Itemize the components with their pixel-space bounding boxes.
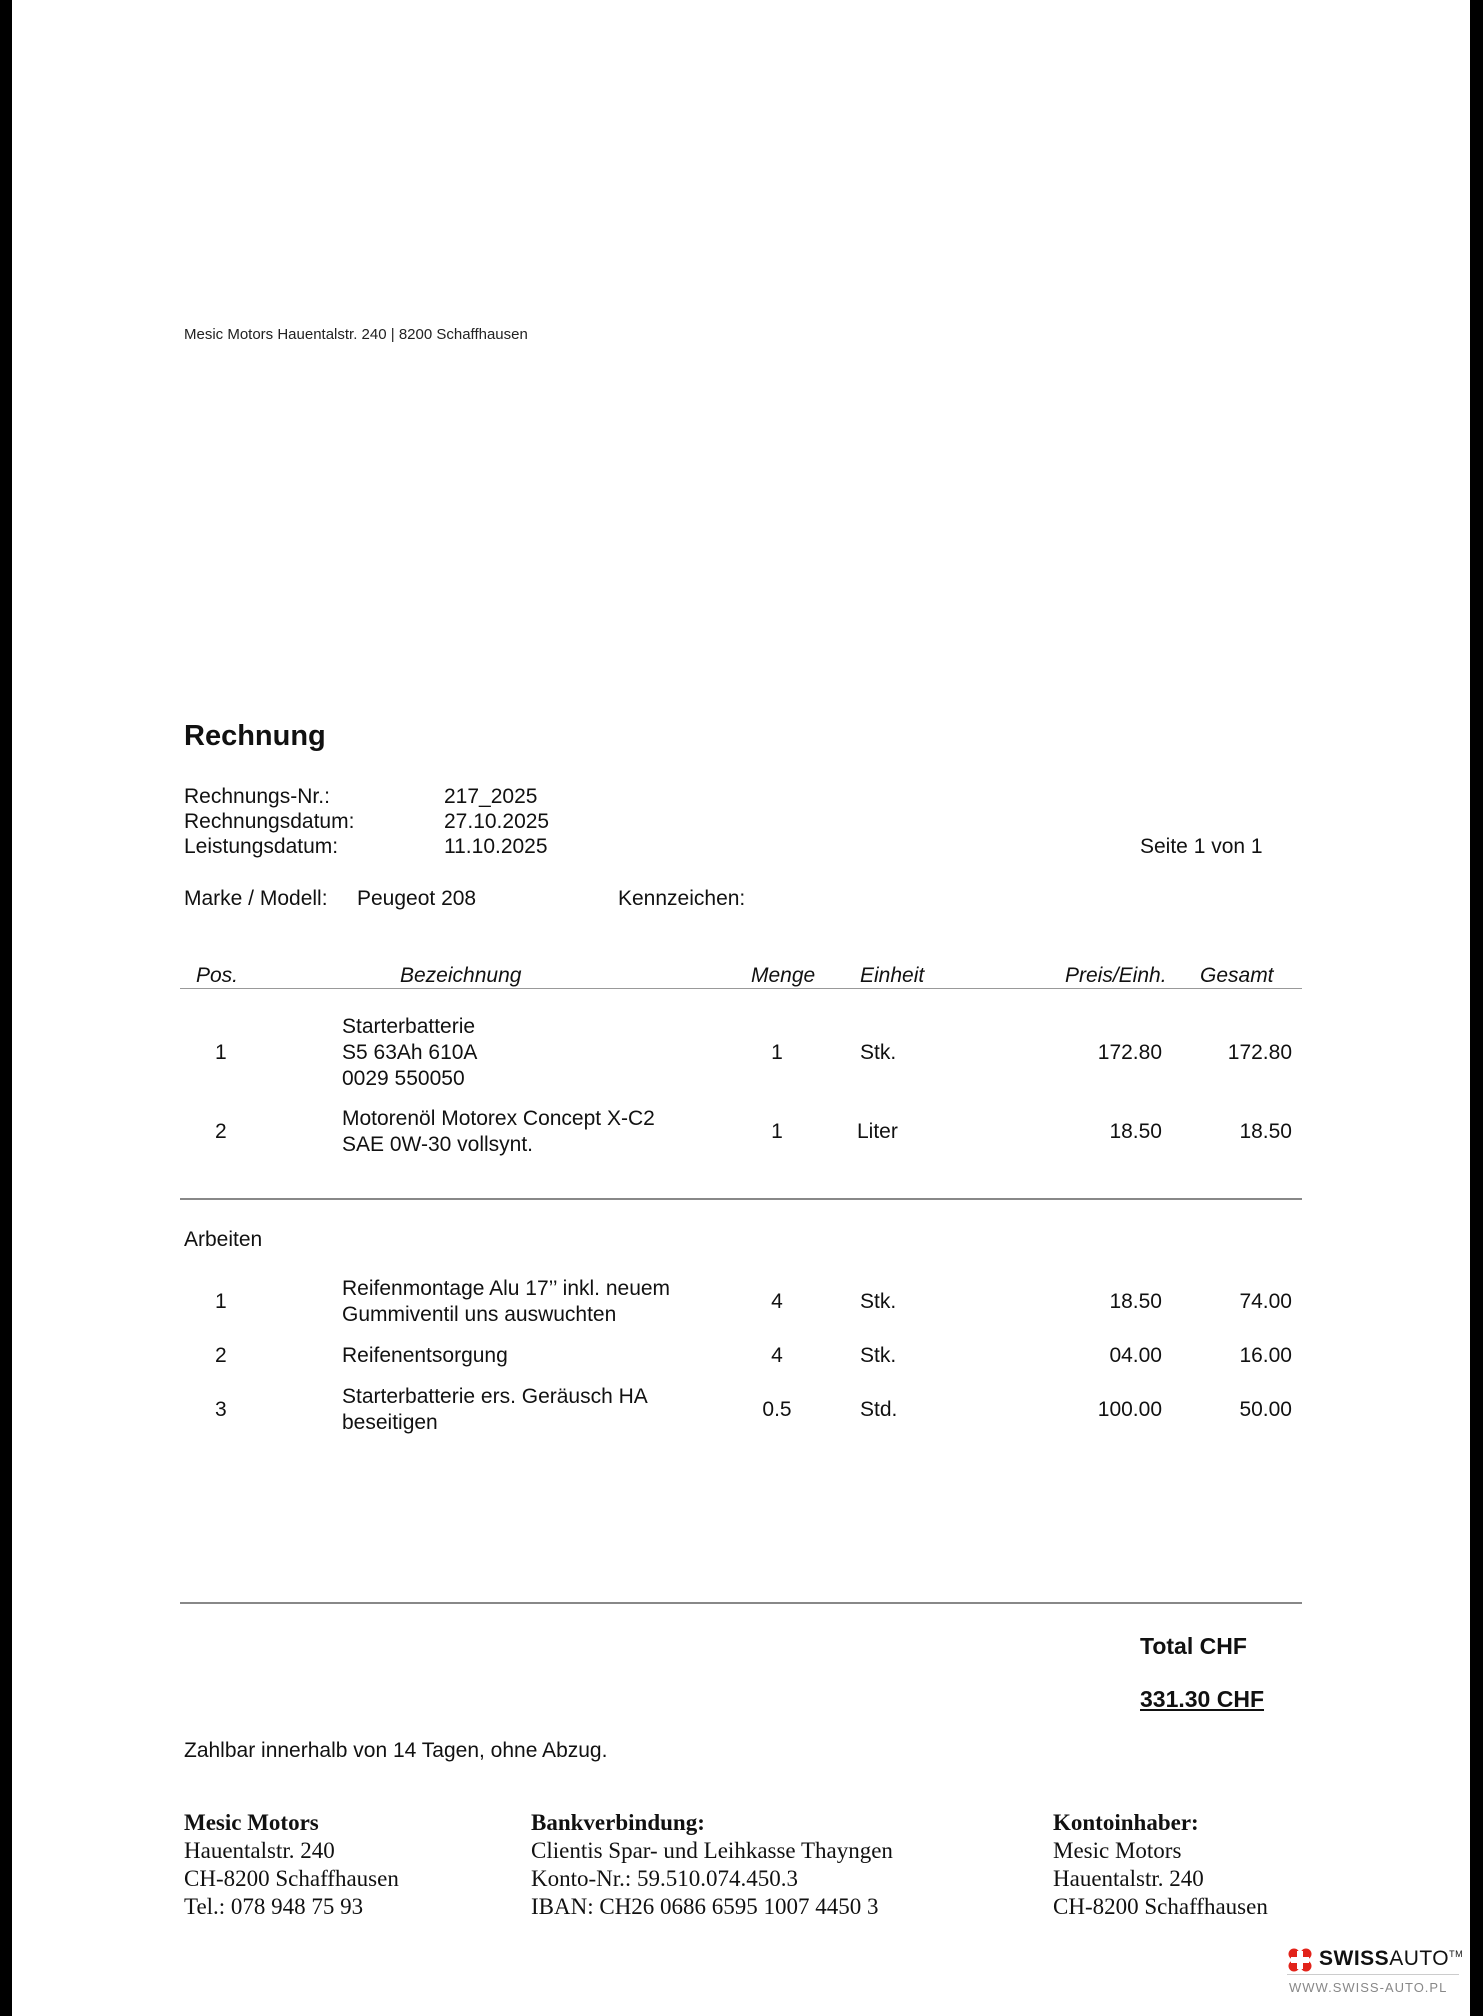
bank-account: Konto-Nr.: 59.510.074.450.3: [531, 1866, 799, 1891]
swissauto-logo-icon: [1287, 1947, 1313, 1973]
row-einheit: Stk.: [860, 1344, 897, 1367]
row-einheit: Liter: [857, 1120, 898, 1143]
company-street: Hauentalstr. 240: [184, 1838, 335, 1863]
row-gesamt: 16.00: [1239, 1344, 1292, 1367]
swissauto-wordmark: SWISSAUTO™: [1319, 1947, 1464, 1970]
row-einheit: Stk.: [860, 1041, 897, 1064]
row-desc-line: Reifenentsorgung: [342, 1344, 508, 1367]
row-pos: 2: [215, 1344, 227, 1367]
row-einheit: Std.: [860, 1398, 898, 1421]
service-date-value: 11.10.2025: [444, 835, 548, 858]
holder-street: Hauentalstr. 240: [1053, 1866, 1204, 1891]
footer-holder: [1053, 1809, 1268, 1921]
header-gesamt: Gesamt: [1200, 964, 1274, 987]
invoice-number-label: Rechnungs-Nr.:: [184, 785, 330, 808]
invoice-page: [12, 0, 1470, 2016]
footer-company: [184, 1809, 399, 1921]
vehicle-label: Marke / Modell:: [184, 887, 328, 910]
row-gesamt: 18.50: [1239, 1120, 1292, 1143]
holder-city: CH-8200 Schaffhausen: [1053, 1894, 1268, 1919]
page-title: Rechnung: [184, 720, 326, 752]
row-desc-line: beseitigen: [342, 1411, 438, 1434]
header-einheit: Einheit: [860, 964, 925, 987]
row-pos: 1: [215, 1290, 227, 1313]
row-menge: 1: [771, 1041, 783, 1064]
total-label: Total CHF: [1140, 1633, 1247, 1659]
vehicle-value: Peugeot 208: [357, 887, 477, 910]
swissauto-watermark: [1275, 1944, 1465, 2004]
payment-terms: Zahlbar innerhalb von 14 Tagen, ohne Abzug.: [184, 1739, 608, 1762]
row-desc-line: Motorenöl Motorex Concept X-C2: [342, 1107, 655, 1130]
row-pos: 1: [215, 1041, 227, 1064]
header-preis: Preis/Einh.: [1065, 964, 1167, 987]
row-preis: 100.00: [1097, 1398, 1162, 1421]
company-name: Mesic Motors: [184, 1810, 319, 1835]
swissauto-url: WWW.SWISS-AUTO.PL: [1289, 1980, 1448, 1995]
license-plate-label: Kennzeichen:: [618, 887, 746, 910]
watermark-divider: [1287, 1974, 1459, 1975]
header-pos: Pos.: [196, 964, 239, 987]
row-preis: 18.50: [1109, 1120, 1162, 1143]
bank-iban: IBAN: CH26 0686 6595 1007 4450 3: [531, 1894, 879, 1919]
row-desc-line: Starterbatterie: [342, 1015, 476, 1038]
row-pos: 3: [215, 1398, 227, 1421]
arbeiten-label: Arbeiten: [184, 1228, 263, 1251]
row-pos: 2: [215, 1120, 227, 1143]
company-city: CH-8200 Schaffhausen: [184, 1866, 399, 1891]
bank-title: Bankverbindung:: [531, 1810, 705, 1835]
company-phone: Tel.: 078 948 75 93: [184, 1894, 364, 1919]
row-menge: 0.5: [762, 1398, 792, 1421]
total-value: 331.30 CHF: [1140, 1686, 1265, 1712]
total-divider: [180, 1602, 1302, 1604]
row-desc-line: Gummiventil uns auswuchten: [342, 1303, 617, 1326]
row-desc-line: Reifenmontage Alu 17’’ inkl. neuem: [342, 1277, 671, 1300]
row-desc-line: 0029 550050: [342, 1067, 465, 1090]
row-menge: 4: [771, 1344, 783, 1367]
row-preis: 172.80: [1097, 1041, 1162, 1064]
row-gesamt: 172.80: [1227, 1041, 1292, 1064]
invoice-date-label: Rechnungsdatum:: [184, 810, 355, 833]
row-einheit: Stk.: [860, 1290, 897, 1313]
service-date-label: Leistungsdatum:: [184, 835, 339, 858]
invoice-number-value: 217_2025: [444, 785, 538, 808]
section-divider: [180, 1198, 1302, 1200]
row-desc-line: S5 63Ah 610A: [342, 1041, 478, 1064]
bank-name: Clientis Spar- und Leihkasse Thayngen: [531, 1838, 893, 1863]
header-bezeichnung: Bezeichnung: [400, 964, 522, 987]
header-rule: [180, 988, 1302, 989]
page-indicator: Seite 1 von 1: [1140, 835, 1263, 858]
row-preis: 18.50: [1109, 1290, 1162, 1313]
row-menge: 4: [771, 1290, 783, 1313]
row-gesamt: 74.00: [1239, 1290, 1292, 1313]
holder-name: Mesic Motors: [1053, 1838, 1182, 1863]
header-menge: Menge: [751, 964, 816, 987]
row-desc-line: SAE 0W-30 vollsynt.: [342, 1133, 534, 1156]
invoice-date-value: 27.10.2025: [444, 810, 550, 833]
row-desc-line: Starterbatterie ers. Geräusch HA: [342, 1385, 648, 1408]
sender-line: Mesic Motors Hauentalstr. 240 | 8200 Schaffhausen: [184, 326, 528, 343]
row-menge: 1: [771, 1120, 783, 1143]
row-preis: 04.00: [1109, 1344, 1162, 1367]
row-gesamt: 50.00: [1239, 1398, 1292, 1421]
footer-bank: [531, 1809, 893, 1921]
holder-title: Kontoinhaber:: [1053, 1810, 1199, 1835]
